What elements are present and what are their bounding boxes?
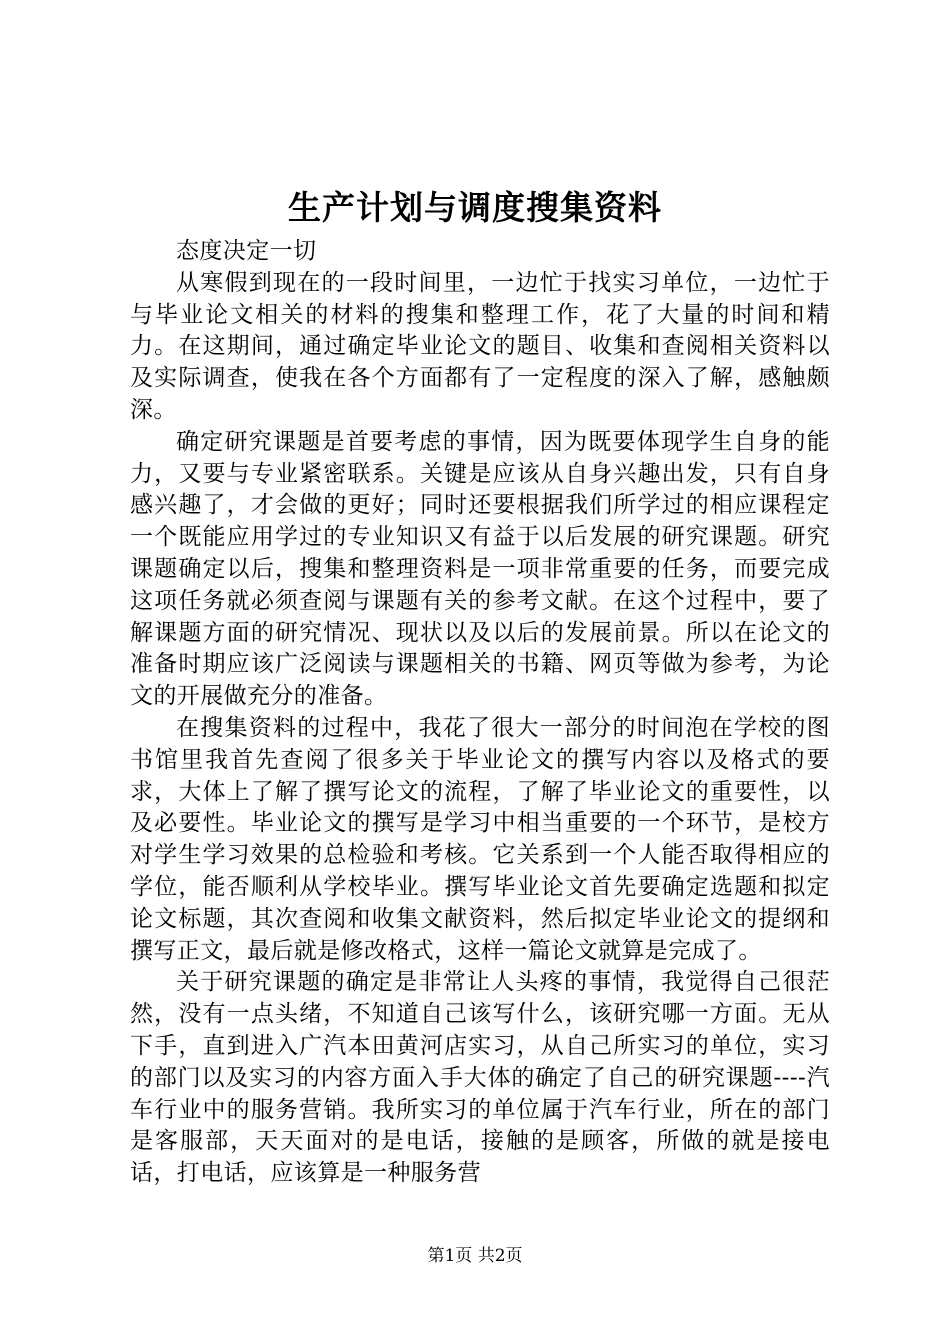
paragraph: 关于研究课题的确定是非常让人头疼的事情，我觉得自己很茫然，没有一点头绪，不知道自己该写什么，该研究哪一方面。无从下手，直到进入广汽本田黄河店实习，从自己所实习的单位，实习的部门以及实习的内容方面入手大体的确定了自己的研究课题----汽车行业中的服务营销。我所实习的单位属于汽车行业，所在的部门是客服部，天天面对的是电话，接触的是顾客，所做的就是接电话，打电话，应该算是一种服务营 [130, 969, 830, 1187]
paragraph: 在搜集资料的过程中，我花了很大一部分的时间泡在学校的图书馆里我首先查阅了很多关于毕业论文的撰写内容以及格式的要求，大体上了解了撰写论文的流程，了解了毕业论文的重要性，以及必要性。毕业论文的撰写是学习中相当重要的一个环节，是校方对学生学习效果的总检验和考核。它关系到一个人能否取得相应的学位，能否顺利从学校毕业。撰写毕业论文首先要确定选题和拟定论文标题，其次查阅和收集文献资料，然后拟定毕业论文的提纲和撰写正文，最后就是修改格式，这样一篇论文就算是完成了。 [130, 714, 830, 964]
page-footer: 第1页 共2页 [427, 1246, 523, 1266]
document-title: 生产计划与调度搜集资料 [288, 188, 662, 227]
paragraph-subtitle: 态度决定一切 [176, 238, 317, 264]
document-body [130, 236, 830, 1190]
paragraph: 从寒假到现在的一段时间里，一边忙于找实习单位，一边忙于与毕业论文相关的材料的搜集和整理工作，花了大量的时间和精力。在这期间，通过确定毕业论文的题目、收集和查阅相关资料以及实际调查，使我在各个方面都有了一定程度的深入了解，感触颇深。 [130, 269, 830, 423]
paragraph: 确定研究课题是首要考虑的事情，因为既要体现学生自身的能力，又要与专业紧密联系。关键是应该从自身兴趣出发，只有自身感兴趣了，才会做的更好；同时还要根据我们所学过的相应课程定一个既能应用学过的专业知识又有益于以后发展的研究课题。研究课题确定以后，搜集和整理资料是一项非常重要的任务，而要完成这项任务就必须查阅与课题有关的参考文献。在这个过程中，要了解课题方面的研究情况、现状以及以后的发展前景。所以在论文的准备时期应该广泛阅读与课题相关的书籍、网页等做为参考，为论文的开展做充分的准备。 [130, 428, 830, 710]
